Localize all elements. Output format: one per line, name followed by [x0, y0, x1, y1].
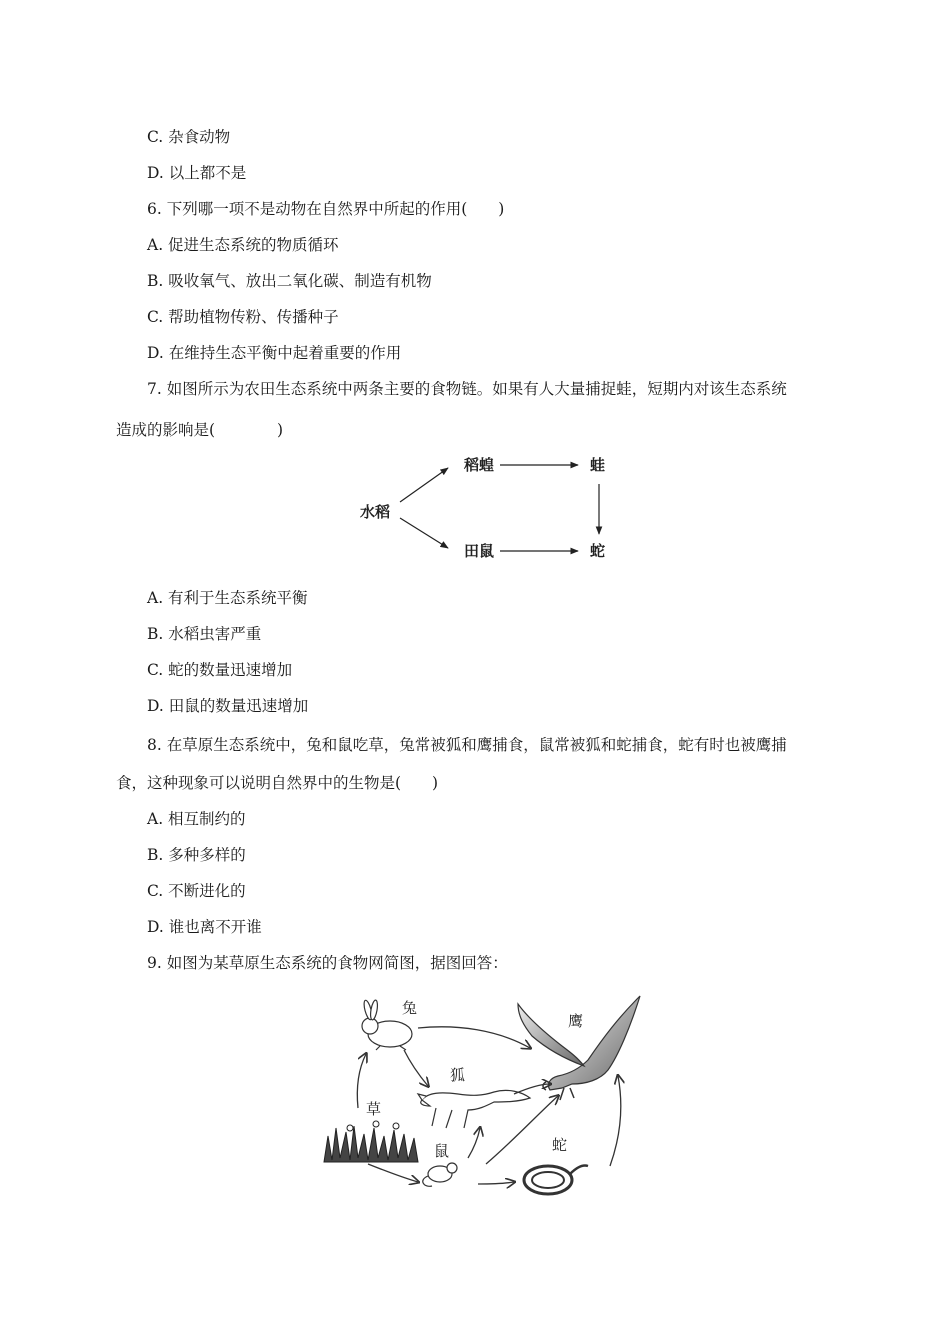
q6-option-b: B. 吸收氧气、放出二氧化碳、制造有机物	[147, 272, 432, 290]
arrow-rabbit-eagle	[418, 1027, 530, 1048]
arrow-snake-eagle	[610, 1076, 621, 1166]
arrow-rice-locust	[400, 468, 448, 502]
mouse-icon	[423, 1163, 457, 1186]
arrow-grass-rabbit	[357, 1054, 366, 1108]
arrow-grass-mouse	[368, 1164, 418, 1182]
label-eagle: 鹰	[568, 1012, 584, 1030]
label-locust: 稻蝗	[464, 456, 495, 474]
q8-option-b: B. 多种多样的	[147, 846, 246, 864]
question-7-continued: 造成的影响是( )	[116, 421, 284, 439]
option-c-omnivore: C. 杂食动物	[147, 128, 231, 146]
question-7: 7. 如图所示为农田生态系统中两条主要的食物链。如果有人大量捕捉蛙，短期内对该生态系统	[147, 380, 787, 398]
grass-icon	[324, 1121, 418, 1162]
label-vole: 田鼠	[464, 542, 495, 560]
arrow-rabbit-fox	[404, 1050, 428, 1086]
arrow-mouse-snake	[478, 1182, 514, 1184]
question-9: 9. 如图为某草原生态系统的食物网简图，据图回答：	[147, 954, 508, 972]
q8-option-a: A. 相互制约的	[147, 810, 246, 828]
q7-option-d: D. 田鼠的数量迅速增加	[147, 697, 309, 715]
question-6: 6. 下列哪一项不是动物在自然界中所起的作用( )	[147, 200, 505, 218]
q6-option-a: A. 促进生态系统的物质循环	[147, 236, 339, 254]
label-snake: 蛇	[552, 1136, 568, 1154]
arrow-mouse-eagle	[486, 1096, 558, 1164]
label-grass: 草	[366, 1100, 382, 1118]
label-rice: 水稻	[360, 503, 391, 521]
q8-option-d: D. 谁也离不开谁	[147, 918, 262, 936]
option-d-none: D. 以上都不是	[147, 164, 247, 182]
q7-option-a: A. 有利于生态系统平衡	[147, 589, 308, 607]
q6-option-d: D. 在维持生态平衡中起着重要的作用	[147, 344, 402, 362]
label-mouse: 鼠	[434, 1142, 450, 1160]
food-chain-diagram	[350, 448, 630, 570]
snake-icon	[524, 1165, 588, 1194]
q8-option-c: C. 不断进化的	[147, 882, 246, 900]
q7-option-b: B. 水稻虫害严重	[147, 625, 262, 643]
label-frog: 蛙	[590, 456, 606, 474]
question-8: 8. 在草原生态系统中，兔和鼠吃草，兔常被狐和鹰捕食，鼠常被狐和蛇捕食，蛇有时也被鹰捕	[147, 736, 787, 754]
fox-icon	[418, 1090, 530, 1128]
arrow-rice-vole	[400, 518, 448, 548]
food-web-diagram	[318, 988, 658, 1208]
q7-option-c: C. 蛇的数量迅速增加	[147, 661, 293, 679]
question-8-continued: 食，这种现象可以说明自然界中的生物是( )	[116, 774, 439, 792]
label-rabbit: 兔	[402, 999, 418, 1017]
arrow-mouse-fox	[468, 1128, 480, 1158]
label-fox: 狐	[450, 1066, 466, 1084]
label-snake: 蛇	[590, 542, 606, 560]
q6-option-c: C. 帮助植物传粉、传播种子	[147, 308, 339, 326]
